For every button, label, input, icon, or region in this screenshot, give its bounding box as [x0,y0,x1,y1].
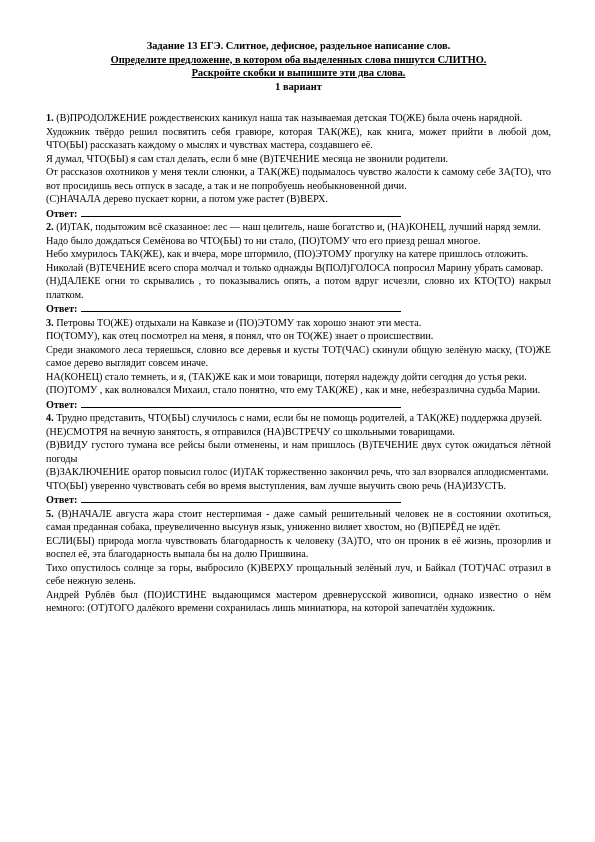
answer-label: Ответ: [46,208,78,220]
task-instruction: Определите предложение, в котором оба выделенных слова пишутся СЛИТНО. [110,54,487,66]
sentence: ПО(ТОМУ), как отец посмотрел на меня, я понял, что он ТО(ЖЕ) знает о происшествии. [46,331,434,342]
sentence: (ПО)ТОМУ , как волновался Михаил, стало понятно, что ему ТАК(ЖЕ) , как и мне, небезразлична судьба Марии. [46,385,541,396]
answer-line[interactable] [81,398,401,408]
answer-label: Ответ: [46,304,78,315]
sentence: Николай (В)ТЕЧЕНИЕ всего спора молчал и только однажды В(ПОЛ)ГОЛОСА попросил Марину убрать самовар. [46,262,544,274]
variant-label: 1 вариант [275,81,322,93]
task-instruction-2: Раскройте скобки и выпишите эти два слова. [191,68,406,79]
sentence: Надо было дождаться Семёнова во ЧТО(БЫ) то ни стало, (ПО)ТОМУ что его приезд решал многое. [46,235,481,247]
task-number: 2. [46,222,54,233]
answer-line[interactable] [81,207,401,217]
sentence: ЕСЛИ(БЫ) природа могла чувствовать благодарность к человеку (ЗА)ТО, что он проник в её жизнь, прозорлив и воспел её, эта благодарность выпала бы на долю Пришвина. [46,535,551,560]
task-title: Задание 13 ЕГЭ. Слитное, дефисное, раздельное написание слов. [146,41,451,52]
sentence: НА(КОНЕЦ) стало темнеть, и я, (ТАК)ЖЕ как и мои товарищи, потерял надежду дойти сегодня до устья реки. [46,371,527,383]
sentence: Среди знакомого леса теряешься, словно все деревья и кусты ТОТ(ЧАС) скинули общую зелёную маску, (ТО)ЖЕ самое дерево выглядит совсем иначе. [46,344,551,369]
answer-line[interactable] [81,302,401,312]
task-number: 1. [46,113,54,124]
sentence: (Н)ДАЛЕКЕ огни то скрывались , то показывались опять, а потом вдруг исчезли, словно их КТО(ТО) накрыл платком. [46,276,551,301]
task-block-2 [46,221,551,317]
sentence: Тихо опустилось солнце за горы, выбросило (К)ВЕРХУ прощальный зелёный луч, и Байкал (ТОТ)ЧАС отразил в себе нежную зелень. [46,562,551,587]
task-number: 4. [46,413,54,424]
task-block-4 [46,412,551,508]
task-number: 3. [46,317,54,329]
answer-line[interactable] [81,493,401,503]
header [46,40,551,94]
answer-row [46,207,551,222]
sentence: 4. Трудно представить, ЧТО(БЫ) случилось с нами, если бы не помощь родителей, а ТАК(ЖЕ) поддержка друзей. [46,413,543,424]
task-block-1 [46,112,551,221]
sentence: Андрей Рублёв был (ПО)ИСТИНЕ выдающимся мастером древнерусской живописи, однако известно о нём немного: (ОТ)ТОГО далёкого времени сохранилась лишь миниатюра, на которой запечатлён художник. [46,589,551,614]
sentence: 2. (И)ТАК, подытожим всё сказанное: лес — наш целитель, наше богатство и, (НА)КОНЕЦ, лучший наряд земли. [46,222,541,233]
sentence: 5. (В)НАЧАЛЕ августа жара стоит нестерпимая - даже самый решительный человек не в состоянии охотиться, самая преданная собака, преувеличенно высунув язык, униженно виляет хвостом, но (В)ПЕРЁД не идёт. [46,508,552,533]
sentence: Я думал, ЧТО(БЫ) я сам стал делать, если б мне (В)ТЕЧЕНИЕ месяца не звонили родители. [46,153,449,165]
task-block-5 [46,508,551,616]
answer-row [46,398,551,413]
answer-row [46,302,551,317]
sentence: ЧТО(БЫ) уверенно чувствовать себя во время выступления, вам лучше выучить свою речь (НА)ИЗУСТЬ. [46,480,507,492]
sentence: От рассказов охотников у меня текли слюнки, а ТАК(ЖЕ) подымалось чувство жалости к самому себе ЗА(ТО), что вот просидишь весь отпуск в засаде, а так и не попробуешь необыкновенной дичи. [46,167,551,192]
sentence: 3. Петровы ТО(ЖЕ) отдыхали на Кавказе и (ПО)ЭТОМУ так хорошо знают эти места. [46,317,422,329]
sentence: 1. (В)ПРОДОЛЖЕНИЕ рождественских каникул наша так называемая детская ТО(ЖЕ) была очень нарядной. [46,113,523,124]
sentence: Небо хмурилось ТАК(ЖЕ), как и вчера, море штормило, (ПО)ЭТОМУ прогулку на катере пришлось отложить. [46,249,529,260]
tasks [46,112,551,616]
sentence: Художник твёрдо решил посвятить себя гравюре, которая ТАК(ЖЕ), как книга, может прийти в любой дом, ЧТО(БЫ) рассказать каждому о мыслях и чувствах мастера, создавшего её. [46,126,551,151]
sentence: (В)ВИДУ густого тумана все рейсы были отменены, и нам пришлось (В)ТЕЧЕНИЕ двух суток ожидаться лётной погоды [46,440,551,465]
answer-label: Ответ: [46,399,78,411]
task-number: 5. [46,508,54,520]
sentence: (НЕ)СМОТРЯ на вечную занятость, я отправился (НА)ВСТРЕЧУ со школьными товарищами. [46,426,455,438]
task-block-3 [46,317,551,413]
sentence: (В)ЗАКЛЮЧЕНИЕ оратор повысил голос (И)ТАК торжественно закончил речь, что зал взорвался аплодисментами. [46,467,549,478]
answer-label: Ответ: [46,495,78,506]
sentence: (С)НАЧАЛА дерево пускает корни, а потом уже растет (В)ВЕРХ. [46,194,328,205]
answer-row [46,493,551,508]
